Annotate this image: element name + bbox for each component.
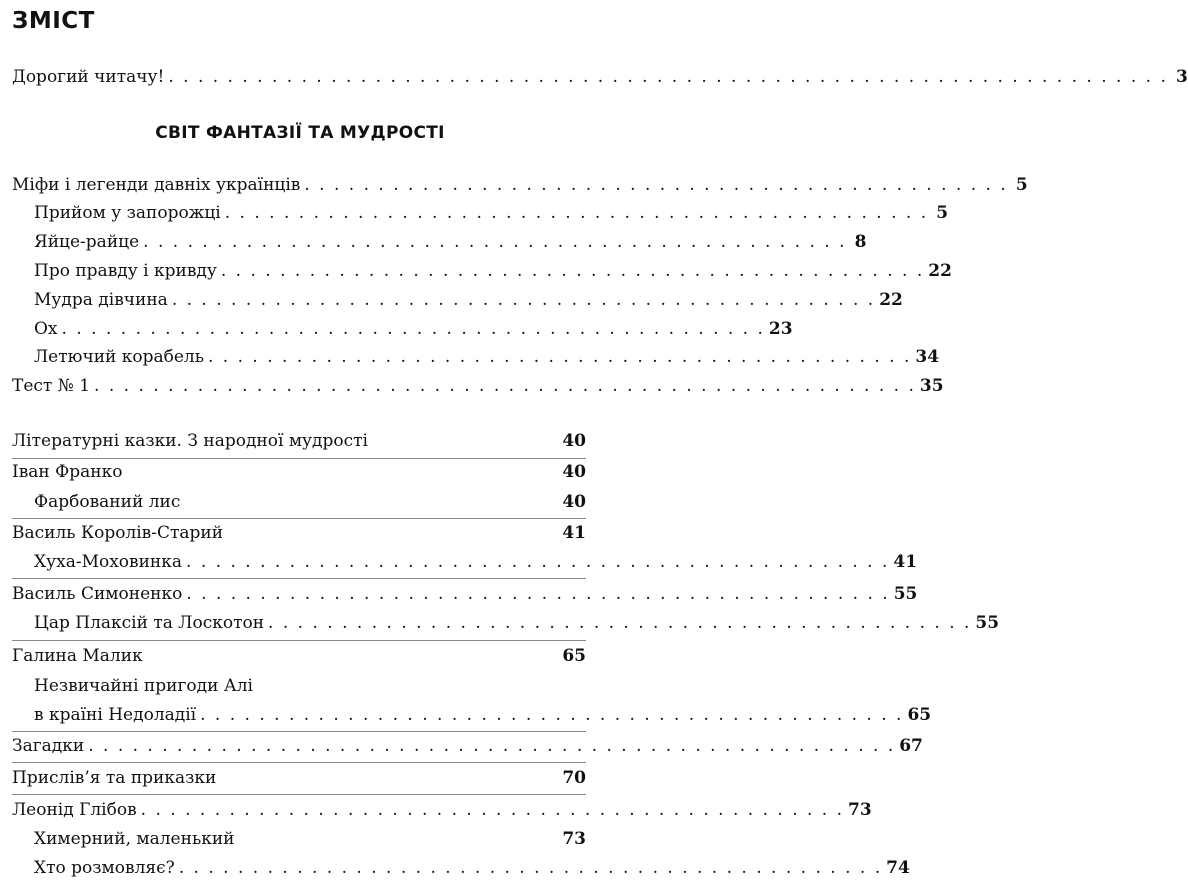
toc-entry-label: Яйце-райце <box>34 232 140 252</box>
dot-leader: . . . . . . . . . . . . . . . . . . . . . . . . . . . . . . . . . . . . . . . . . . . . . . . . <box>140 800 845 820</box>
divider <box>12 762 586 763</box>
toc-entry-page: 35 <box>919 376 944 396</box>
dot-leader: . . . . . . . . . . . . . . . . . . . . . . . . . . . . . . . . . . . . . . . . . . . . . . . . . . . . . . . . . . . . . . . . . . . . <box>168 67 1168 87</box>
toc-entry-page: 55 <box>975 613 1000 633</box>
toc-entry-page: 23 <box>768 319 793 339</box>
toc-entry-page: 41 <box>893 552 918 572</box>
divider <box>12 640 586 641</box>
toc-entry-label: Летючий корабель <box>34 347 204 367</box>
dot-leader <box>147 643 559 669</box>
toc-entry[interactable] <box>34 258 952 284</box>
dot-leader: . . . . . . . . . . . . . . . . . . . . . . . . . . . . . . . . . . . . . . . . . . . . . . . . <box>207 347 912 367</box>
toc-entry-label: Химерний, маленький <box>34 829 235 849</box>
toc-entry-intro[interactable] <box>12 64 1188 90</box>
toc-entry-page: 65 <box>562 646 586 666</box>
toc-entry[interactable] <box>12 373 944 399</box>
toc-entry-label: Іван Франко <box>12 462 123 482</box>
dot-leader <box>126 459 558 485</box>
toc-entry-label: Міфи і легенди давніх українців <box>12 175 301 195</box>
toc-entry-page: 34 <box>915 347 940 367</box>
toc-entry[interactable] <box>12 172 1028 198</box>
toc-entry[interactable] <box>12 733 923 759</box>
toc-entry-page: 70 <box>562 768 586 788</box>
toc-entry[interactable] <box>34 702 932 728</box>
toc-entry-page: 65 <box>907 705 932 725</box>
toc-entry-label: в країні Недоладії <box>34 705 197 725</box>
toc-entry-label: Дорогий читачу! <box>12 67 165 87</box>
toc-entry-page: 5 <box>1015 175 1028 195</box>
toc-entry[interactable] <box>12 797 872 823</box>
toc-entry[interactable] <box>34 344 940 370</box>
toc-entry-page: 22 <box>879 290 903 310</box>
toc-entry-page: 22 <box>928 261 952 281</box>
toc-entry[interactable] <box>12 459 586 485</box>
toc-entry-label: Хто розмовляє? <box>34 858 175 878</box>
toc-entry[interactable] <box>34 549 918 575</box>
toc-entry-label: Прийом у запорожці <box>34 203 221 223</box>
toc-entry-label-line1: Незвичайні пригоди Алі <box>34 676 253 696</box>
toc-entry[interactable] <box>12 428 586 454</box>
dot-leader: . . . . . . . . . . . . . . . . . . . . . . . . . . . . . . . . . . . . . . . . . . . . . . . . <box>200 705 904 725</box>
toc-entry[interactable] <box>12 581 918 607</box>
dot-leader: . . . . . . . . . . . . . . . . . . . . . . . . . . . . . . . . . . . . . . . . . . . . . . . . <box>178 858 883 878</box>
toc-entry[interactable] <box>34 826 586 852</box>
toc-entry-label: Мудра дівчина <box>34 290 168 310</box>
page-title: ЗМІСТ <box>12 8 95 34</box>
toc-entry-page: 40 <box>562 492 586 512</box>
divider <box>12 731 586 732</box>
dot-leader: . . . . . . . . . . . . . . . . . . . . . . . . . . . . . . . . . . . . . . . . . . . . . . . . <box>186 584 890 604</box>
dot-leader <box>220 765 558 791</box>
toc-entry[interactable] <box>12 520 586 546</box>
toc-entry-page: 3 <box>1176 67 1188 87</box>
toc-entry-page: 73 <box>562 829 586 849</box>
toc-entry-label: Фарбований лис <box>34 492 181 512</box>
dot-leader: . . . . . . . . . . . . . . . . . . . . . . . . . . . . . . . . . . . . . . . . . . . . . . . . <box>186 552 890 572</box>
toc-entry-page: 74 <box>886 858 910 878</box>
dot-leader <box>372 428 558 454</box>
toc-entry-label: Леонід Глібов <box>12 800 137 820</box>
dot-leader: . . . . . . . . . . . . . . . . . . . . . . . . . . . . . . . . . . . . . . . . . . . . . . . . <box>268 613 972 633</box>
dot-leader <box>227 520 558 546</box>
toc-entry-page: 55 <box>893 584 918 604</box>
dot-leader: . . . . . . . . . . . . . . . . . . . . . . . . . . . . . . . . . . . . . . . . . . . . . . . . <box>61 319 765 339</box>
toc-entry-page: 73 <box>848 800 872 820</box>
toc-entry-label: Ох <box>34 319 58 339</box>
toc-entry-label: Тест № 1 <box>12 376 91 396</box>
toc-entry-label: Загадки <box>12 736 85 756</box>
toc-entry[interactable] <box>34 489 586 515</box>
dot-leader: . . . . . . . . . . . . . . . . . . . . . . . . . . . . . . . . . . . . . . . . . . . . . . . . <box>143 232 847 252</box>
toc-entry-label: Галина Малик <box>12 646 143 666</box>
dot-leader: . . . . . . . . . . . . . . . . . . . . . . . . . . . . . . . . . . . . . . . . . . . . . . . . <box>220 261 925 281</box>
toc-entry[interactable] <box>12 643 586 669</box>
toc-entry[interactable] <box>34 229 867 255</box>
toc-entry-page: 40 <box>562 462 586 482</box>
toc-entry-label: Про правду і кривду <box>34 261 217 281</box>
toc-entry[interactable] <box>34 316 793 342</box>
toc-entry-label: Прислів’я та приказки <box>12 768 217 788</box>
divider <box>12 518 586 519</box>
dot-leader: . . . . . . . . . . . . . . . . . . . . . . . . . . . . . . . . . . . . . . . . . . . . . . . . <box>224 203 929 223</box>
dot-leader <box>184 489 558 515</box>
toc-entry-page: 5 <box>936 203 949 223</box>
toc-entry[interactable] <box>12 765 586 791</box>
toc-entry[interactable] <box>34 610 1000 636</box>
toc-entry[interactable] <box>34 855 910 881</box>
dot-leader: . . . . . . . . . . . . . . . . . . . . . . . . . . . . . . . . . . . . . . . . . . . . . . . . . . . . . . . <box>88 736 896 756</box>
toc-entry-label: Василь Симоненко <box>12 584 183 604</box>
toc-entry-page: 67 <box>899 736 923 756</box>
divider <box>12 794 586 795</box>
toc-entry-page: 40 <box>562 431 586 451</box>
toc-entry-label: Хуха-Моховинка <box>34 552 183 572</box>
toc-entry[interactable] <box>34 200 949 226</box>
divider <box>12 578 586 579</box>
toc-entry-page: 41 <box>562 523 586 543</box>
dot-leader: . . . . . . . . . . . . . . . . . . . . . . . . . . . . . . . . . . . . . . . . . . . . . . . . <box>304 175 1008 195</box>
dot-leader: . . . . . . . . . . . . . . . . . . . . . . . . . . . . . . . . . . . . . . . . . . . . . . . . . . . . . . . . <box>94 376 916 396</box>
toc-entry-page: 8 <box>854 232 867 252</box>
section-heading: СВІТ ФАНТАЗІЇ ТА МУДРОСТІ <box>155 123 445 143</box>
dot-leader: . . . . . . . . . . . . . . . . . . . . . . . . . . . . . . . . . . . . . . . . . . . . . . . . <box>171 290 876 310</box>
dot-leader <box>239 826 559 852</box>
toc-entry-label: Василь Королів-Старий <box>12 523 224 543</box>
toc-entry-label: Цар Плаксій та Лоскотон <box>34 613 265 633</box>
toc-entry[interactable] <box>34 287 903 313</box>
toc-entry-label: Літературні казки. З народної мудрості <box>12 431 368 451</box>
